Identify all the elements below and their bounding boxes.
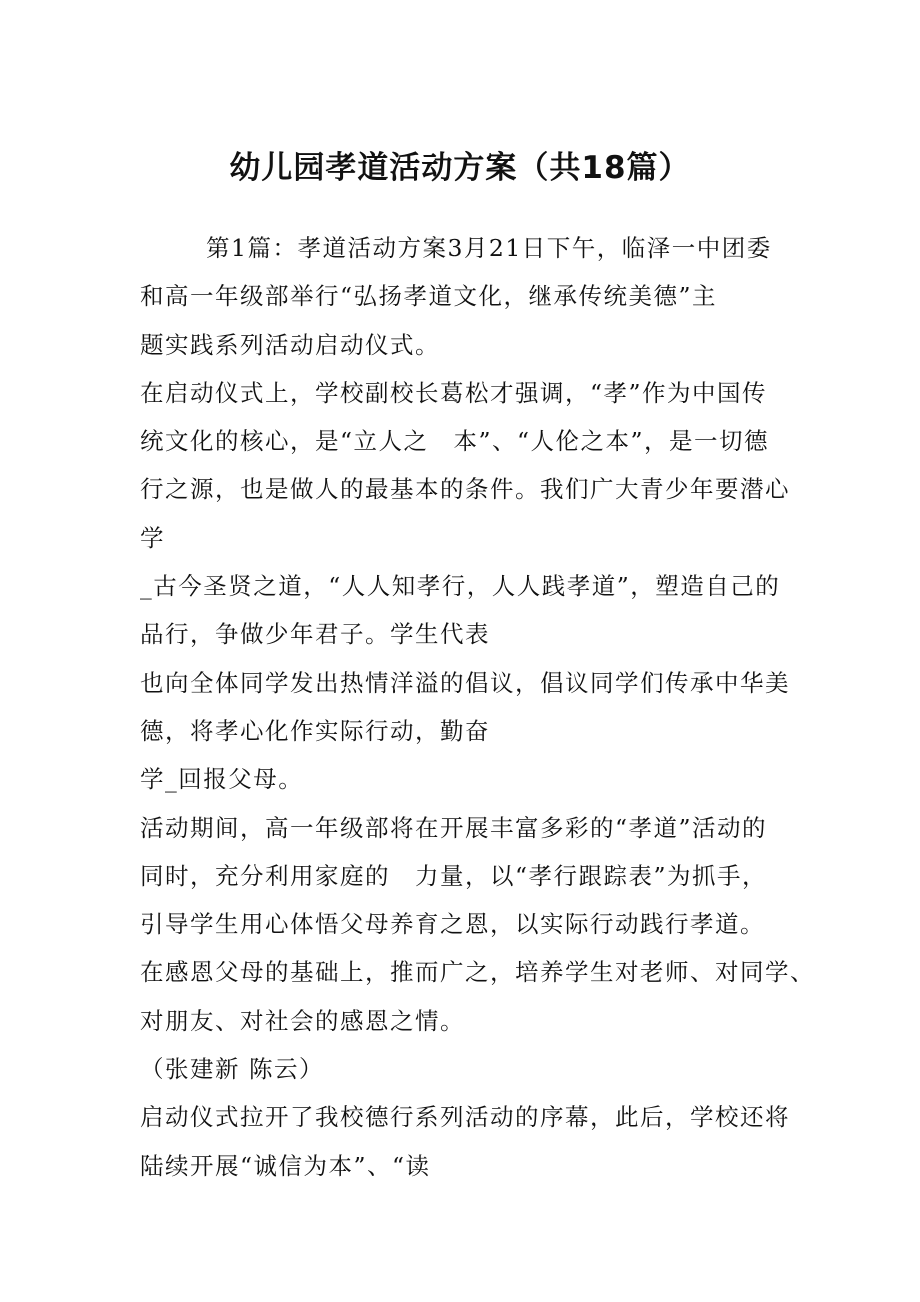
document-title: 幼儿园孝道活动方案（共18篇） [229, 150, 691, 186]
paragraph-line: 对朋友、对社会的感恩之情。 [140, 1006, 465, 1035]
paragraph-line: 和高一年级部举行“弘扬孝道文化，继承传统美德”主 [140, 282, 718, 311]
paragraph-line: 题实践系列活动启动仪式。 [140, 330, 440, 359]
author-credit: （张建新 陈云） [140, 1055, 324, 1084]
paragraph-line: _古今圣贤之道，“人人知孝行，人人践孝道”，塑造自己的 [140, 572, 781, 601]
paragraph-line: 启动仪式拉开了我校德行系列活动的序幕，此后，学校还将 [140, 1103, 790, 1132]
paragraph-line: 统文化的核心，是“立人之 本”、“人伦之本”，是一切德 [140, 427, 770, 456]
paragraph-line: 行之源，也是做人的最基本的条件。我们广大青少年要潜心 [140, 475, 790, 504]
paragraph-line: 陆续开展“诚信为本”、“读 [140, 1151, 431, 1180]
paragraph-line: 引导学生用心体悟父母养育之恩，以实际行动践行孝道。 [140, 910, 765, 939]
paragraph-line: 学_回报父母。 [140, 765, 304, 794]
paragraph-line: 同时，充分利用家庭的 力量，以“孝行跟踪表”为抓手， [140, 861, 768, 890]
paragraph-line: 学 [140, 523, 165, 552]
paragraph-line: 德，将孝心化作实际行动，勤奋 [140, 716, 490, 745]
paragraph-line: 活动期间，高一年级部将在开展丰富多彩的“孝道”活动的 [140, 813, 768, 842]
paragraph-line: 第1篇：孝道活动方案3月21日下午，临泽一中团委 [206, 234, 772, 262]
document-body [140, 224, 815, 1190]
paragraph-line: 也向全体同学发出热情洋溢的倡议，倡议同学们传承中华美 [140, 668, 790, 697]
paragraph-line: 在启动仪式上，学校副校长葛松才强调，“孝”作为中国传 [140, 378, 768, 407]
paragraph-line: 在感恩父母的基础上，推而广之，培养学生对老师、对同学、 [140, 958, 815, 987]
paragraph-line: 品行，争做少年君子。学生代表 [140, 620, 490, 649]
